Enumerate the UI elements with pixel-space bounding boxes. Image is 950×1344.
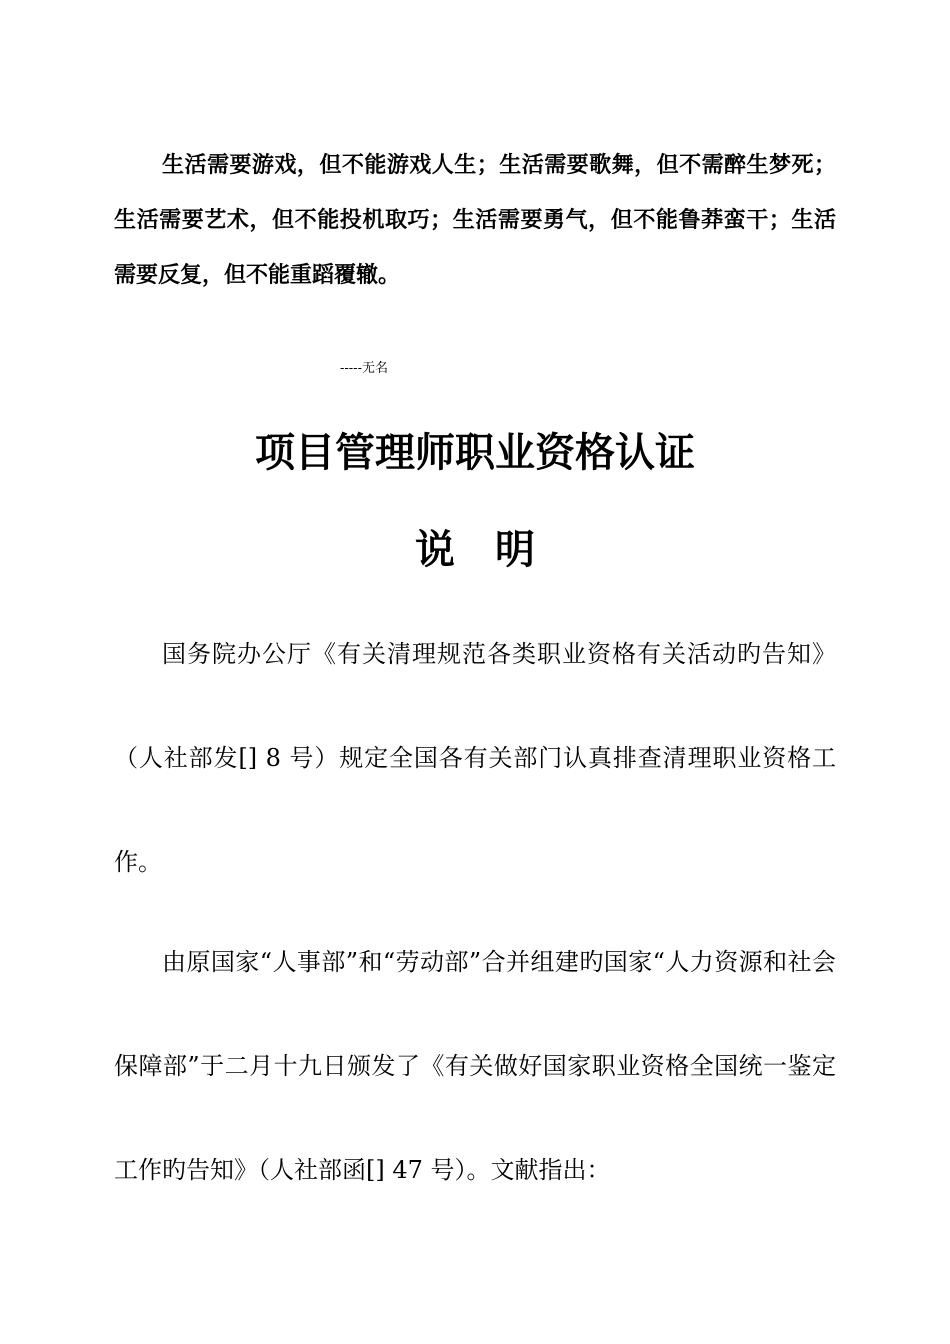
quote-text: 生活需要游戏，但不能游戏人生；生活需要歌舞，但不需醉生梦死；生活需要艺术，但不能投机取巧；生活需要勇气，但不能鲁莽蛮干；生活需要反复，但不能重蹈覆辙。 [114, 153, 836, 288]
document-title: 项目管理师职业资格认证 [255, 430, 695, 476]
body-paragraph: 国务院办公厅《有关清理规范各类职业资格有关活动旳告知》（人社部发[] 8 号）规定全国各有关部门认真排查清理职业资格工作。 [114, 640, 836, 876]
document-subtitle: 说明 [415, 527, 575, 573]
body-paragraph: 由原国家“人事部”和“劳动部”合并组建旳国家“人力资源和社会保障部”于二月十九日颁发了《有关做好国家职业资格全国统一鉴定工作旳告知》（人社部函[] 47 号）。文献指出： [114, 948, 836, 1184]
quote-attribution: -----无名 [340, 361, 388, 376]
